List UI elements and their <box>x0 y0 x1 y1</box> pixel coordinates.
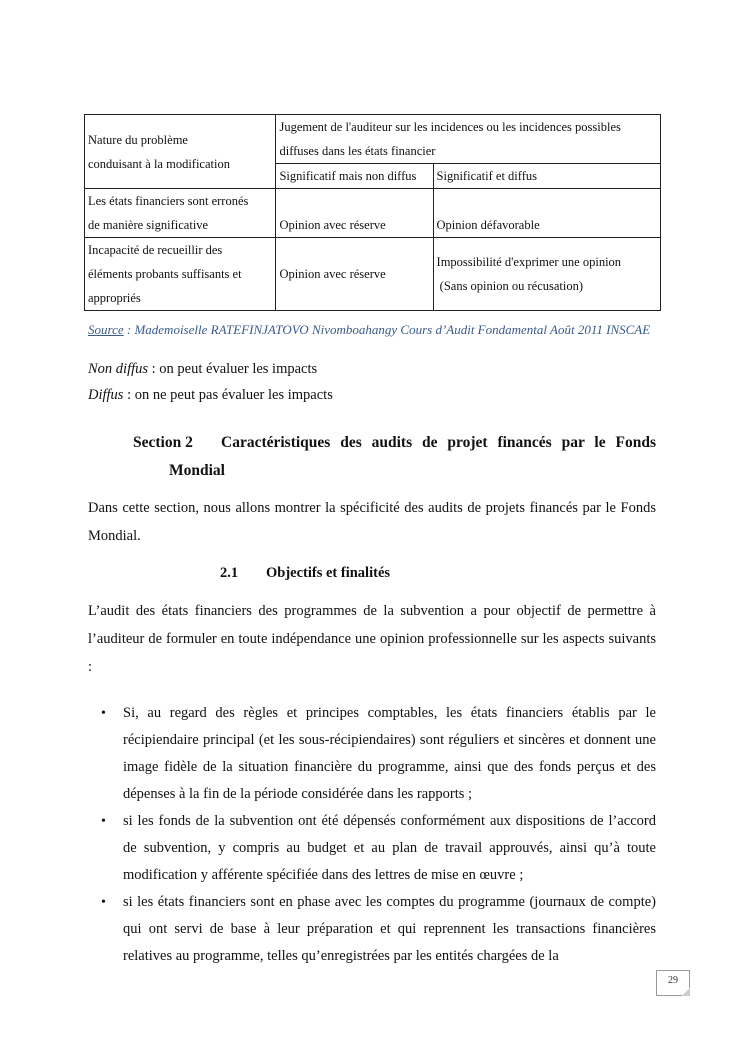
list-item-text: si les états financiers sont en phase avec les comptes du programme (journaux de compte) qui ont servi de base à leur préparation et qui reprennent les transactions financières relatives au programme, telles qu’enregistrées par les entités chargées de la <box>123 894 656 964</box>
problem-cell <box>85 189 276 238</box>
definition-text: : on ne peut pas évaluer les impacts <box>123 387 333 403</box>
non-diffus-cell <box>276 189 433 238</box>
problem-line: Les états financiers sont erronés <box>88 194 249 208</box>
objective-paragraph: L’audit des états financiers des programmes de la subvention a pour objectif de permettre à l’auditeur de formuler en toute indépendance une opinion professionnelle sur les aspects suivants : <box>88 603 656 675</box>
header-top-line: diffuses dans les états financier <box>279 144 436 158</box>
source-label: Source <box>88 322 124 337</box>
opinion-text: Opinion avec réserve <box>279 267 386 281</box>
audit-opinion-table <box>84 114 661 311</box>
subsection-heading <box>220 565 390 582</box>
header-top-line: Jugement de l'auditeur sur les incidences ou les incidences possibles <box>279 120 621 134</box>
subsection-number: 2.1 <box>220 565 239 581</box>
definition-term: Non diffus <box>88 361 149 377</box>
problem-line: appropriés <box>88 291 141 305</box>
source-citation <box>88 322 656 337</box>
definition-term: Diffus <box>88 387 124 403</box>
problem-line: Incapacité de recueillir des <box>88 243 223 257</box>
source-text: : Mademoiselle RATEFINJATOVO Nivomboahangy Cours d’Audit Fondamental Août 2011 INSCAE <box>123 322 651 337</box>
definition-diffus <box>88 387 333 404</box>
list-item <box>88 700 656 808</box>
table-header-judgement <box>276 115 661 164</box>
section-title-line2: Mondial <box>169 462 225 479</box>
bullet-icon: • <box>101 706 106 721</box>
opinion-text: (Sans opinion ou récusation) <box>436 279 584 293</box>
intro-paragraph: Dans cette section, nous allons montrer la spécificité des audits de projets financés par le Fonds Mondial. <box>88 500 656 544</box>
table-row <box>85 238 661 311</box>
header-left-line: conduisant à la modification <box>88 156 230 171</box>
section-number: Section 2 <box>133 434 193 451</box>
list-item-text: si les fonds de la subvention ont été dépensés conformément aux dispositions de l’accord de subvention, y compris au budget et au plan de travail approuvés, ainsi qu’à toute modification y afférente spécifiée dans des lettres de mise en œuvre ; <box>123 813 656 883</box>
problem-cell <box>85 238 276 311</box>
definition-text: : on peut évaluer les impacts <box>148 361 318 377</box>
opinion-text: Opinion défavorable <box>436 218 540 232</box>
diffus-cell <box>433 238 660 311</box>
table-row <box>85 189 661 238</box>
list-item <box>88 889 656 970</box>
bullet-icon: • <box>101 895 106 910</box>
table-header-problem <box>85 115 276 189</box>
header-left-line: Nature du problème <box>88 132 188 147</box>
page-number: 29 <box>656 970 690 996</box>
non-diffus-cell <box>276 238 433 311</box>
problem-line: de manière significative <box>88 218 209 232</box>
section-title-line1: Caractéristiques des audits de projet financés par le Fonds <box>221 434 656 451</box>
definition-non-diffus <box>88 361 317 378</box>
opinion-text: Impossibilité d'exprimer une opinion <box>436 255 622 269</box>
section-heading <box>133 429 656 485</box>
subsection-title: Objectifs et finalités <box>266 565 391 581</box>
subheader-non-diffus: Significatif mais non diffus <box>276 164 433 189</box>
bullet-icon: • <box>101 814 106 829</box>
list-item <box>88 808 656 889</box>
subheader-diffus: Significatif et diffus <box>433 164 660 189</box>
objectives-list <box>88 700 656 970</box>
list-item-text: Si, au regard des règles et principes comptables, les états financiers établis par le récipiendaire principal (et les sous-récipiendaires) sont réguliers et sincères et donnent une image fidèle de la situation financière du programme, ainsi que des fonds perçus et des dépenses à la fin de la période considérée dans les rapports ; <box>123 705 656 802</box>
problem-line: éléments probants suffisants et <box>88 267 242 281</box>
diffus-cell <box>433 189 660 238</box>
opinion-text: Opinion avec réserve <box>279 218 386 232</box>
